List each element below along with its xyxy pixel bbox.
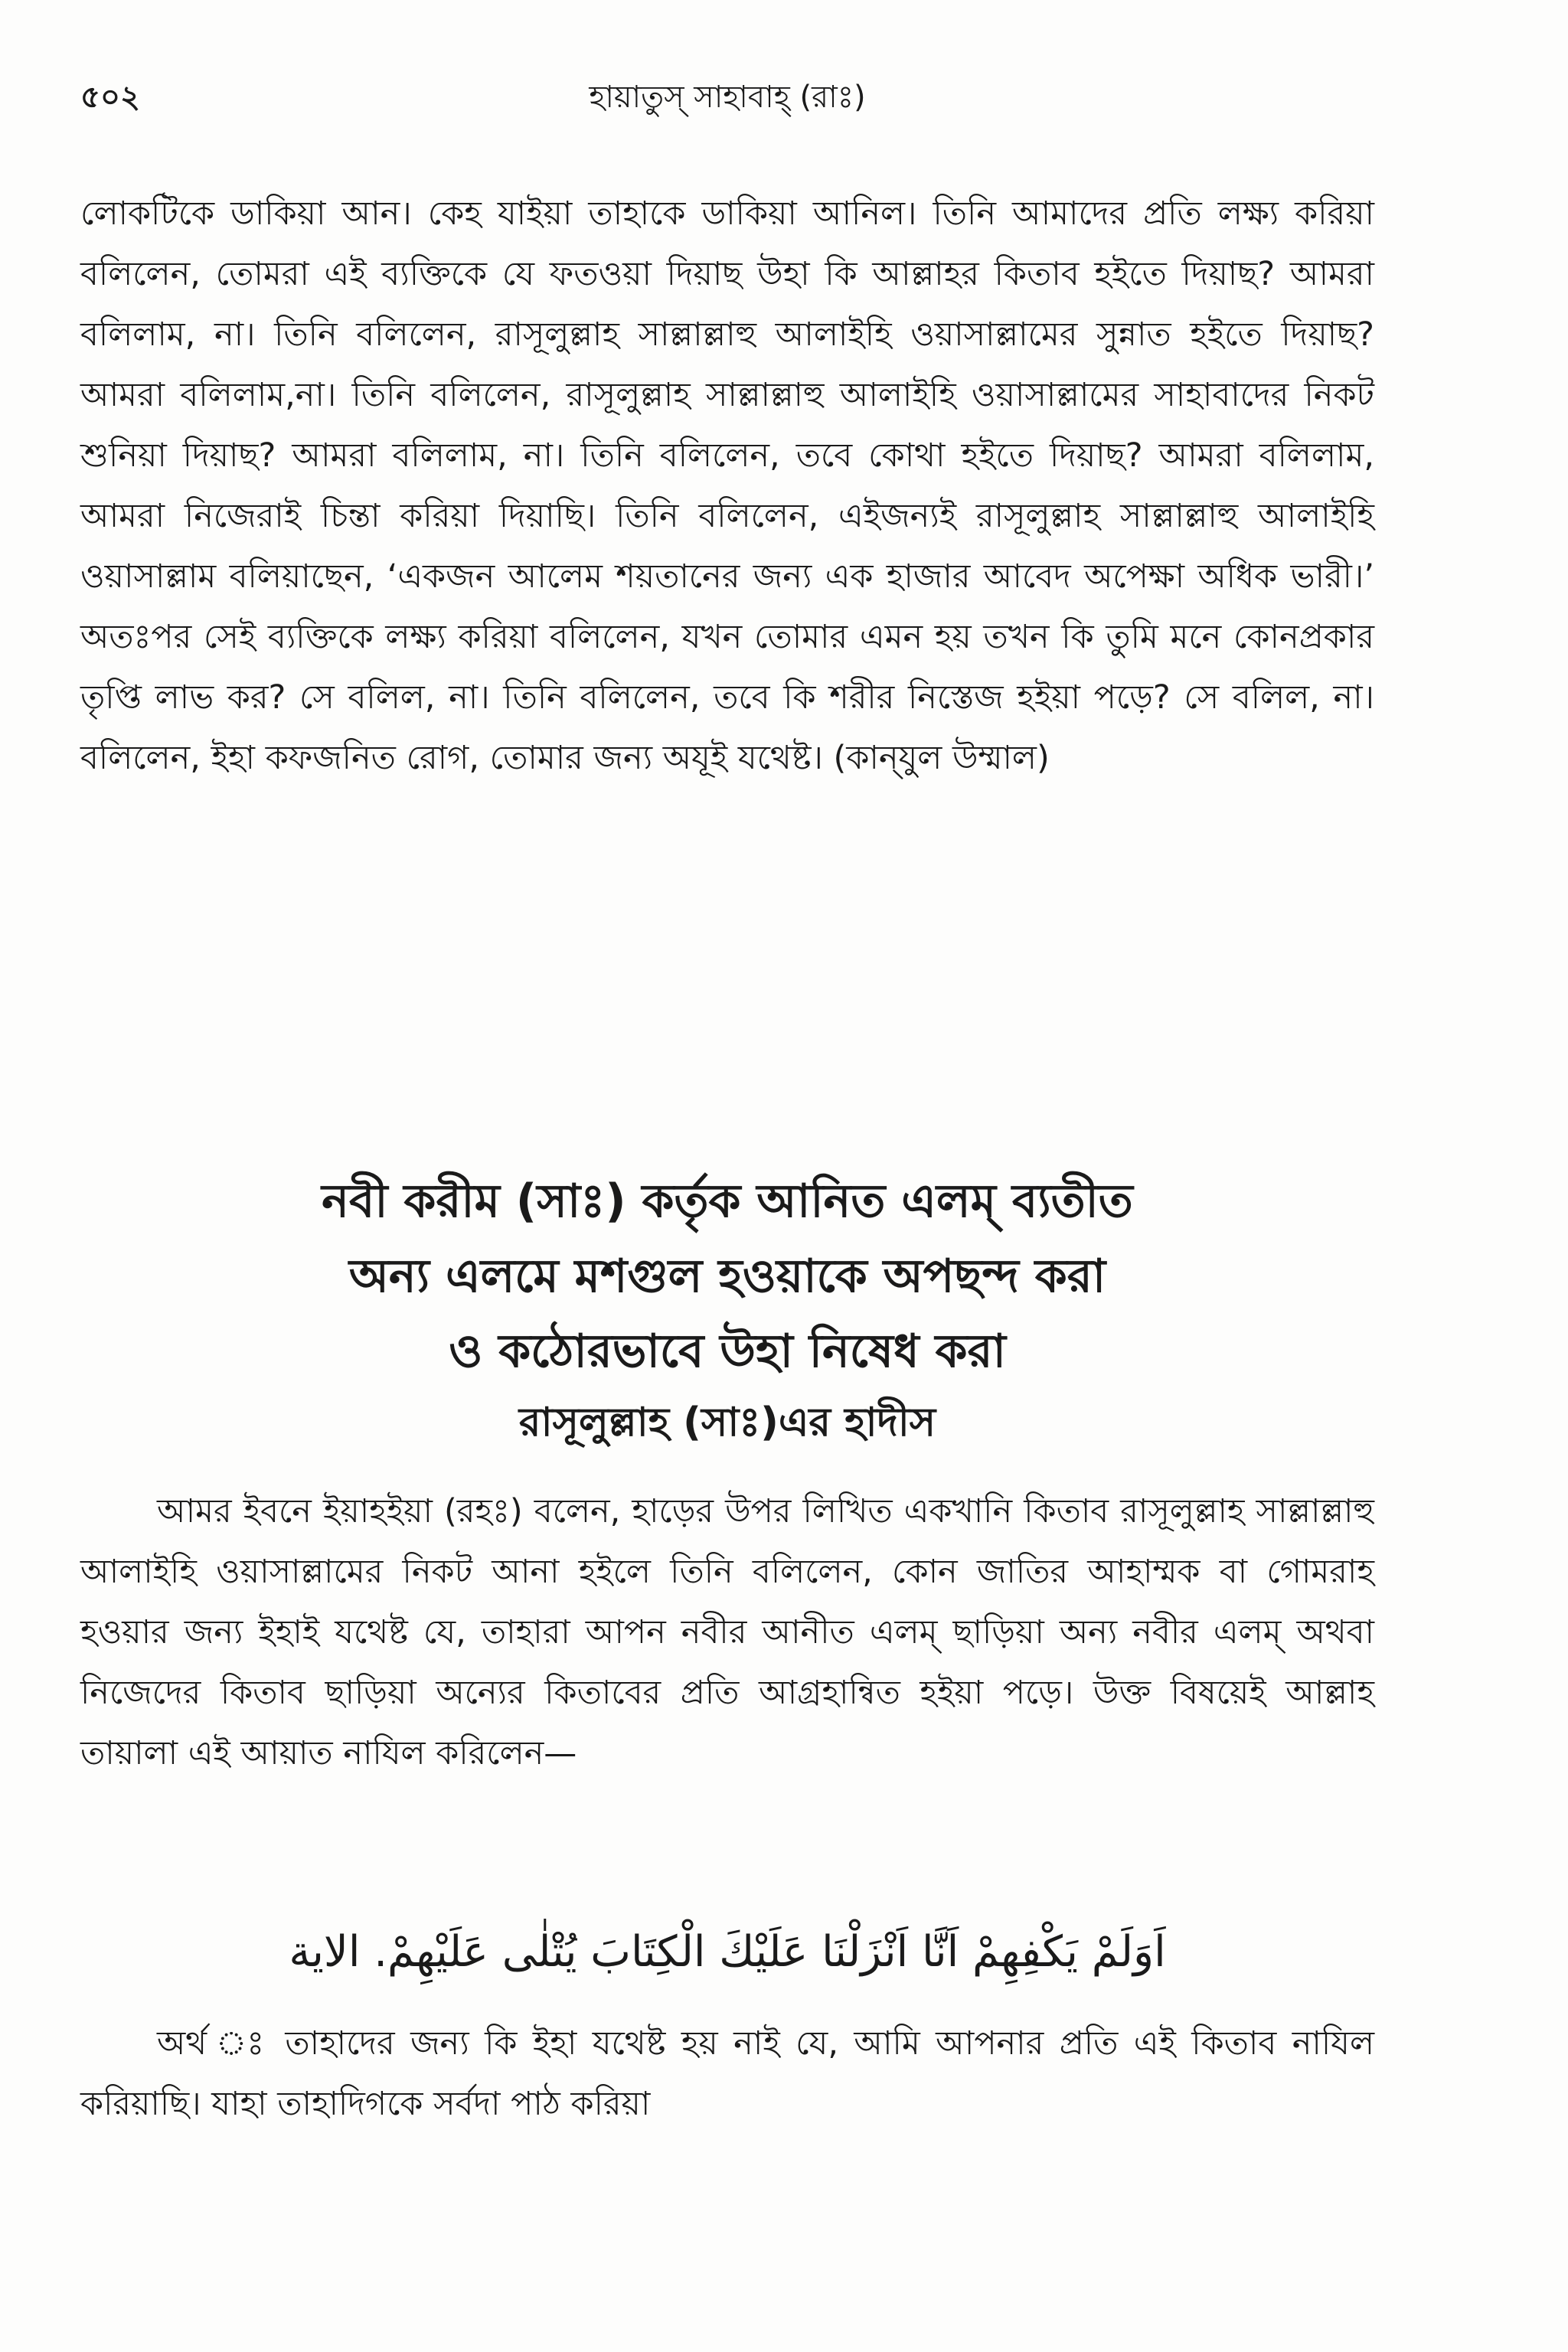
heading-line-1: নবী করীম (সাঃ) কর্তৃক আনিত এলম্ ব্যতীত [322, 1174, 1133, 1228]
paragraph-text: আমর ইবনে ইয়াহইয়া (রহঃ) বলেন, হাড়ের উপর লিখিত একখানি কিতাব রাসূলুল্লাহ সাল্লাল্লাহু আলাইহি ওয়াসাল্লামের নিকট আনা হইলে তিনি বলিলেন, কোন জাতির আহাম্মক বা গোমরাহ হওয়ার জন্য ইহাই যথেষ্ট যে, তাহারা আপন নবীর আনীত এলম্ ছাড়িয়া অন্য নবীর এলম্ অথবা নিজেদের কিতাব ছাড়িয়া অন্যের কিতাবের প্রতি আগ্রহান্বিত হইয়া পড়ে। উক্ত বিষয়েই আল্লাহ তায়ালা এই আয়াত নাযিল করিলেন— [80, 1492, 1374, 1772]
running-header [80, 73, 1374, 126]
section-subheading: রাসূলুল্লাহ (সাঃ)এর হাদীস [518, 1400, 936, 1446]
book-title: হায়াতুস্ সাহাবাহ্ (রাঃ) [589, 80, 866, 115]
paragraph-continued [80, 184, 1374, 789]
section-heading [80, 1164, 1374, 1456]
paragraph-text: অর্থ ঃ তাহাদের জন্য কি ইহা যথেষ্ট হয় নাই যে, আমি আপনার প্রতি এই কিতাব নাযিল করিয়াছি। যাহা তাহাদিগকে সর্বদা পাঠ করিয়া [80, 2024, 1374, 2123]
translation-paragraph [80, 2014, 1374, 2135]
heading-line-3: ও কঠোরভাবে উহা নিষেধ করা [449, 1325, 1006, 1378]
paragraph-text: লোকটিকে ডাকিয়া আন। কেহ যাইয়া তাহাকে ডাকিয়া আনিল। তিনি আমাদের প্রতি লক্ষ্য করিয়া বলিলেন, তোমরা এই ব্যক্তিকে যে ফতওয়া দিয়াছ উহা কি আল্লাহর কিতাব হইতে দিয়াছ? আমরা বলিলাম, না। তিনি বলিলেন, রাসূলুল্লাহ সাল্লাল্লাহু আলাইহি ওয়াসাল্লামের সুন্নাত হইতে দিয়াছ? আমরা বলিলাম,না। তিনি বলিলেন, রাসূলুল্লাহ সাল্লাল্লাহু আলাইহি ওয়াসাল্লামের সাহাবাদের নিকট শুনিয়া দিয়াছ? আমরা বলিলাম, না। তিনি বলিলেন, তবে কোথা হইতে দিয়াছ? আমরা বলিলাম, আমরা নিজেরাই চিন্তা করিয়া দিয়াছি। তিনি বলিলেন, এইজন্যই রাসূলুল্লাহ সাল্লাল্লাহু আলাইহি ওয়াসাল্লাম বলিয়াছেন, ‘একজন আলেম শয়তানের জন্য এক হাজার আবেদ অপেক্ষা অধিক ভারী।’ অতঃপর সেই ব্যক্তিকে লক্ষ্য করিয়া বলিলেন, যখন তোমার এমন হয় তখন কি তুমি মনে কোনপ্রকার তৃপ্তি লাভ কর? সে বলিল, না। তিনি বলিলেন, তবে কি শরীর নিস্তেজ হইয়া পড়ে? সে বলিল, না। বলিলেন, ইহা কফজনিত রোগ, তোমার জন্য অযূই যথেষ্ট। (কান্‌যুল উম্মাল) [80, 194, 1374, 777]
hadith-paragraph [80, 1481, 1374, 1784]
page-number: ৫০২ [80, 80, 140, 115]
heading-line-2: অন্য এলমে মশগুল হওয়াকে অপছন্দ করা [348, 1250, 1106, 1303]
arabic-verse: اَوَلَمْ يَكْفِهِمْ اَنَّا اَنْزَلْنَا عَلَيْكَ الْكِتَابَ يُتْلٰى عَلَيْهِمْ. الاية [289, 1927, 1166, 1977]
